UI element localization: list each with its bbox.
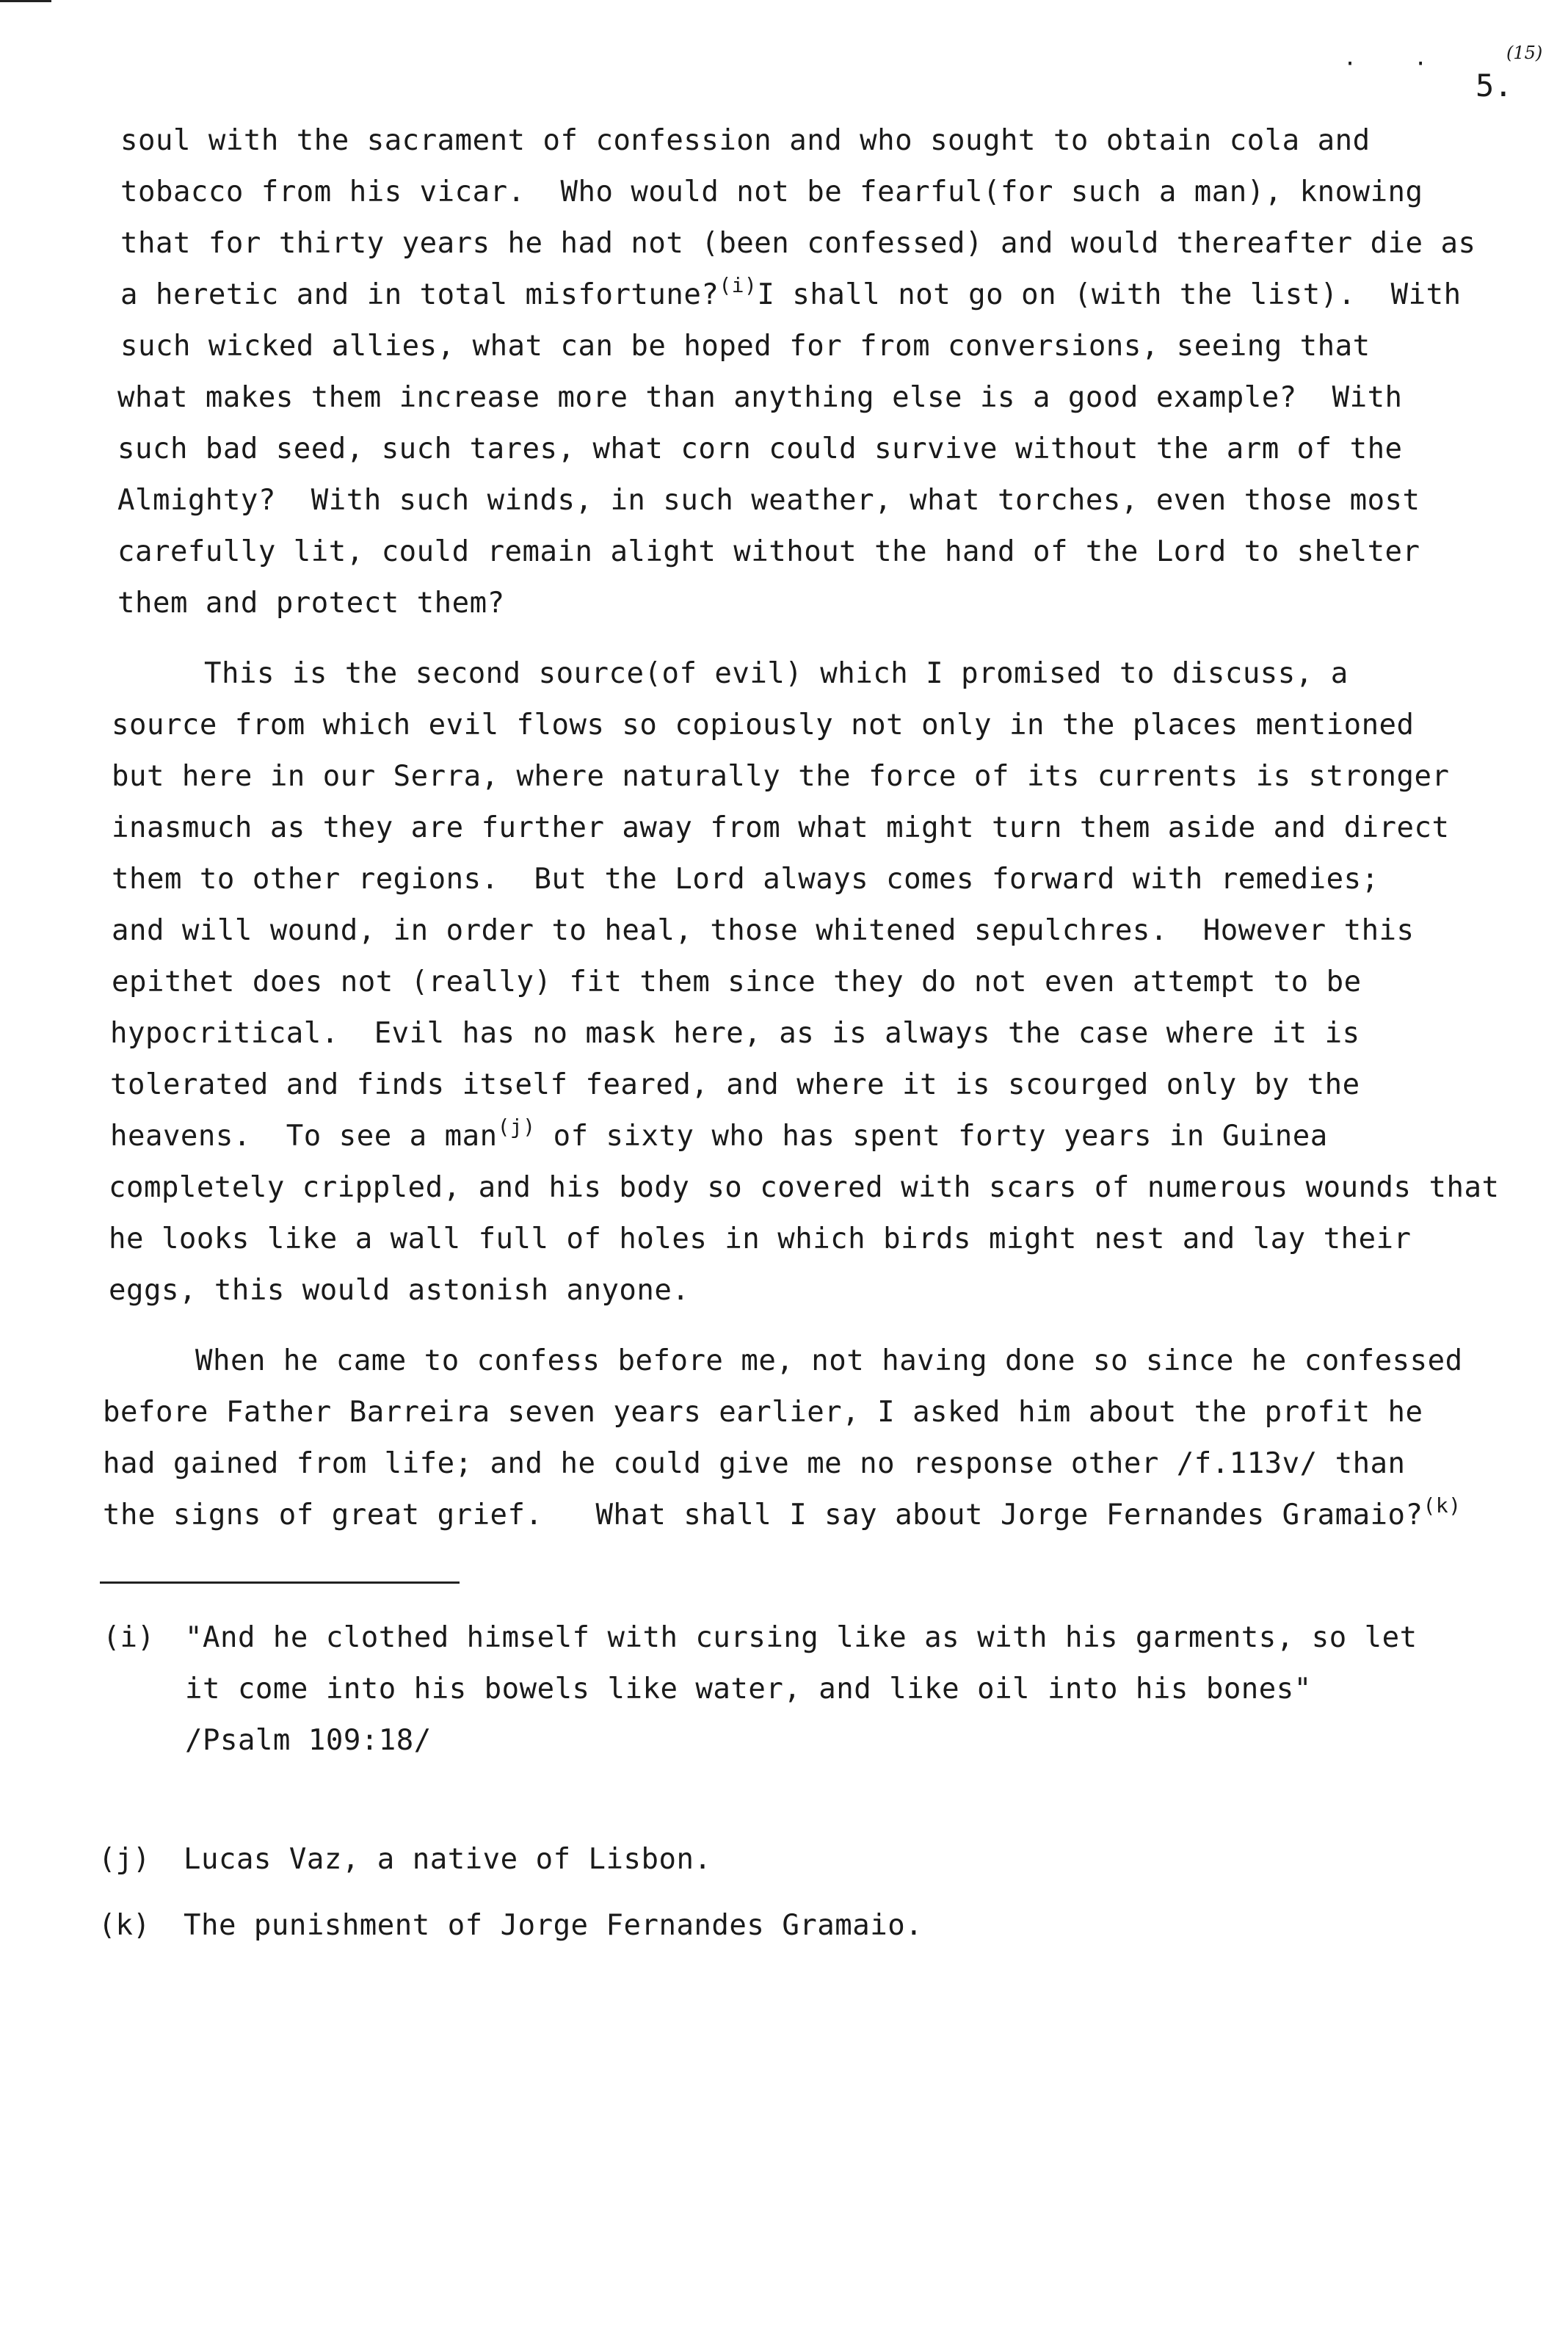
footnote-marker-j: (j) (98, 1843, 150, 1876)
body-line: This is the second source(of evil) which I promised to discuss, a (204, 657, 1349, 690)
footnote-ref-i: (i) (719, 273, 758, 297)
body-line-text: heavens. To see a man (110, 1120, 498, 1153)
body-line: carefully lit, could remain alight without the hand of the Lord to shelter (117, 535, 1420, 568)
body-line: but here in our Serra, where naturally the force of its currents is stronger (112, 760, 1450, 793)
body-line: When he came to confess before me, not having done so since he confessed (195, 1344, 1463, 1377)
body-line: had gained from life; and he could give me no response other /f.113v/ than (103, 1447, 1406, 1480)
body-line: and will wound, in order to heal, those whitened sepulchres. However this (112, 914, 1415, 947)
body-line (103, 1493, 1462, 1532)
top-edge-mark (0, 0, 51, 2)
footnote-i-line: "And he clothed himself with cursing like as with his garments, so let (185, 1621, 1418, 1654)
footnote-separator (100, 1581, 460, 1584)
body-line: source from which evil flows so copiously not only in the places mentioned (112, 709, 1415, 742)
body-line: such bad seed, such tares, what corn could survive without the arm of the (117, 432, 1403, 465)
body-line: he looks like a wall full of holes in which birds might nest and lay their (109, 1222, 1412, 1255)
body-line: them to other regions. But the Lord always comes forward with remedies; (112, 863, 1379, 896)
page-dots: · · (1343, 51, 1450, 77)
body-line (120, 273, 1462, 311)
body-line: such wicked allies, what can be hoped for from conversions, seeing that (120, 330, 1371, 363)
footnote-ref-k: (k) (1423, 1493, 1462, 1518)
body-line: completely crippled, and his body so covered with scars of numerous wounds that (109, 1171, 1500, 1204)
footnote-k-text: The punishment of Jorge Fernandes Gramaio. (184, 1909, 923, 1942)
body-line: soul with the sacrament of confession and who sought to obtain cola and (120, 124, 1371, 157)
body-line: eggs, this would astonish anyone. (109, 1274, 690, 1307)
footnote-marker-i: (i) (103, 1621, 155, 1654)
body-line: tolerated and finds itself feared, and where it is scourged only by the (110, 1068, 1360, 1101)
body-line: Almighty? With such winds, in such weather, what torches, even those most (117, 484, 1420, 517)
footnote-i-citation: /Psalm 109:18/ (185, 1724, 432, 1757)
page-number: 5. (1476, 68, 1513, 104)
body-line: before Father Barreira seven years earlier, I asked him about the profit he (103, 1396, 1423, 1429)
page-number-annotation: (15) (1506, 43, 1543, 63)
body-line: them and protect them? (117, 587, 505, 620)
body-line: what makes them increase more than anything else is a good example? With (117, 381, 1403, 414)
body-line: inasmuch as they are further away from what might turn them aside and direct (112, 811, 1450, 844)
body-line (110, 1115, 1328, 1153)
body-line-text: I shall not go on (with the list). With (757, 278, 1462, 311)
body-line-text: a heretic and in total misfortune? (120, 278, 719, 311)
body-line-text: of sixty who has spent forty years in Guinea (535, 1120, 1328, 1153)
body-line: epithet does not (really) fit them since they do not even attempt to be (112, 965, 1362, 999)
body-line-text: the signs of great grief. What shall I say about Jorge Fernandes Gramaio? (103, 1499, 1423, 1532)
footnote-j-text: Lucas Vaz, a native of Lisbon. (184, 1843, 712, 1876)
footnote-i-line: it come into his bowels like water, and like oil into his bones" (185, 1673, 1312, 1706)
body-line: that for thirty years he had not (been confessed) and would thereafter die as (120, 227, 1476, 260)
footnote-ref-j: (j) (497, 1115, 536, 1139)
body-line: tobacco from his vicar. Who would not be fearful(for such a man), knowing (120, 175, 1423, 209)
body-line: hypocritical. Evil has no mask here, as is always the case where it is (110, 1017, 1360, 1050)
footnote-marker-k: (k) (98, 1909, 150, 1942)
